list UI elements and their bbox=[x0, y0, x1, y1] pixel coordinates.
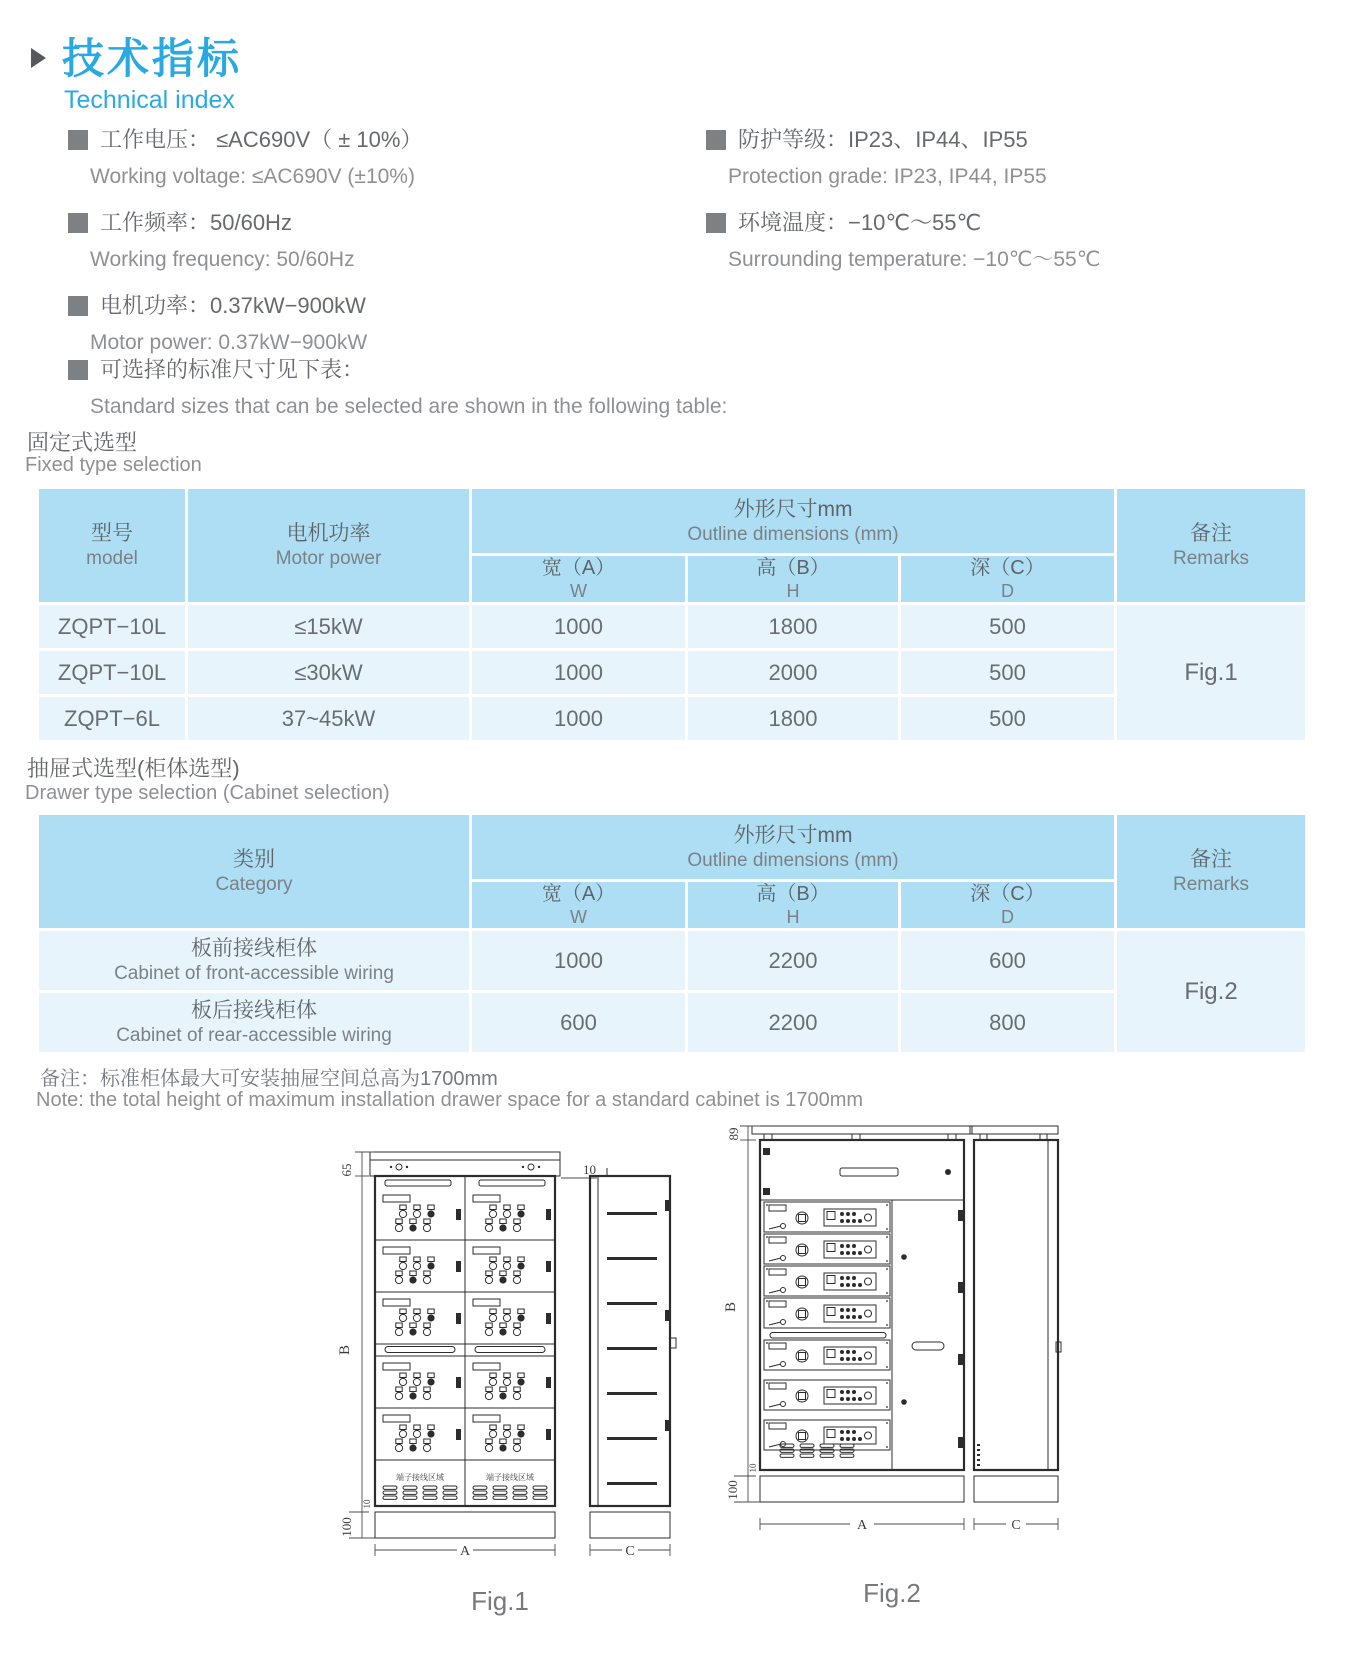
power-cell: 37~45kW bbox=[188, 697, 469, 740]
col-header-outline-dimensions: 外形尺寸mm Outline dimensions (mm) bbox=[472, 815, 1114, 879]
model-cell: ZQPT−6L bbox=[39, 697, 185, 740]
depth-cell: 600 bbox=[901, 931, 1114, 990]
dim-label-A: A bbox=[459, 1544, 471, 1559]
terminal-area-label: 端子接线区域 bbox=[486, 1473, 534, 1482]
spec-item-standard-sizes bbox=[68, 356, 968, 432]
spec-en: Standard sizes that can be selected are shown in the following table: bbox=[90, 395, 728, 418]
dim-label-B: B bbox=[337, 1344, 353, 1356]
depth-cell: 500 bbox=[901, 651, 1114, 694]
col-header-width: 宽（A） W bbox=[472, 882, 685, 928]
col-header-motor-power: 电机功率 Motor power bbox=[188, 489, 469, 602]
spec-zh: 环境温度：−10℃～55℃ bbox=[738, 210, 982, 235]
height-cell: 2000 bbox=[688, 651, 898, 694]
spec-zh: 防护等级：IP23、IP44、IP55 bbox=[738, 127, 1028, 152]
dim-label-A: A bbox=[856, 1518, 868, 1533]
spec-list-right bbox=[706, 126, 1326, 292]
col-header-depth: 深（C） D bbox=[901, 556, 1114, 602]
table-note-en: Note: the total height of maximum installation drawer space for a standard cabinet is 1700mm bbox=[36, 1089, 864, 1111]
power-cell: ≤30kW bbox=[188, 651, 469, 694]
spec-zh: 电机功率：0.37kW−900kW bbox=[100, 293, 366, 318]
col-header-remarks: 备注 Remarks bbox=[1117, 489, 1305, 602]
width-cell: 1000 bbox=[472, 651, 685, 694]
spec-item-motor-power bbox=[68, 292, 688, 355]
spec-en: Surrounding temperature: −10℃～55℃ bbox=[728, 248, 1101, 271]
square-bullet-icon bbox=[68, 213, 88, 233]
spec-item-working-frequency bbox=[68, 209, 688, 272]
table-row bbox=[39, 651, 1305, 694]
col-header-height: 高（B） H bbox=[688, 556, 898, 602]
spec-en: Working voltage: ≤AC690V (±10%) bbox=[90, 165, 415, 188]
table-note-zh: 备注：标准柜体最大可安装抽屉空间总高为1700mm bbox=[40, 1068, 498, 1090]
col-header-model: 型号 model bbox=[39, 489, 185, 602]
col-header-category: 类别 Category bbox=[39, 815, 469, 928]
fig2-side-view bbox=[970, 1126, 1061, 1533]
fixed-table-caption-en: Fixed type selection bbox=[25, 454, 202, 476]
height-cell: 1800 bbox=[688, 605, 898, 648]
depth-cell: 800 bbox=[901, 993, 1114, 1052]
category-cell: 板前接线柜体 Cabinet of front-accessible wiring bbox=[39, 931, 469, 990]
dim-label-C: C bbox=[1011, 1518, 1021, 1533]
table-row bbox=[39, 605, 1305, 648]
spec-en: Motor power: 0.37kW−900kW bbox=[90, 331, 368, 354]
spec-item-protection-grade bbox=[706, 126, 1326, 189]
remark-cell: Fig.2 bbox=[1117, 931, 1305, 1052]
square-bullet-icon bbox=[68, 360, 88, 380]
spec-item-working-voltage bbox=[68, 126, 688, 189]
spec-item-ambient-temperature bbox=[706, 209, 1326, 272]
square-bullet-icon bbox=[706, 213, 726, 233]
drawer-type-table bbox=[36, 812, 1308, 1055]
fixed-type-table bbox=[36, 486, 1308, 743]
col-header-height: 高（B） H bbox=[688, 882, 898, 928]
col-header-depth: 深（C） D bbox=[901, 882, 1114, 928]
power-cell: ≤15kW bbox=[188, 605, 469, 648]
dim-label-10: 10 bbox=[748, 1463, 758, 1473]
drawer-table-caption-zh: 抽屉式选型(柜体选型) bbox=[27, 756, 240, 781]
width-cell: 1000 bbox=[472, 931, 685, 990]
depth-cell: 500 bbox=[901, 605, 1114, 648]
fixed-table-caption-zh: 固定式选型 bbox=[27, 430, 138, 455]
fig2-caption: Fig.2 bbox=[863, 1578, 921, 1608]
remark-cell: Fig.1 bbox=[1117, 605, 1305, 740]
fig1-side-view bbox=[590, 1168, 676, 1559]
col-header-outline-dimensions: 外形尺寸mm Outline dimensions (mm) bbox=[472, 489, 1114, 553]
page-title: 技术指标 bbox=[62, 35, 243, 82]
model-cell: ZQPT−10L bbox=[39, 605, 185, 648]
square-bullet-icon bbox=[68, 296, 88, 316]
spec-zh: 工作频率：50/60Hz bbox=[100, 210, 292, 235]
dim-label-C: C bbox=[625, 1544, 635, 1559]
dim-label-89: 89 bbox=[726, 1127, 741, 1141]
height-cell: 1800 bbox=[688, 697, 898, 740]
dim-label-65: 65 bbox=[339, 1163, 354, 1177]
depth-cell: 500 bbox=[901, 697, 1114, 740]
terminal-area-label: 端子接线区域 bbox=[396, 1473, 444, 1482]
col-header-remarks: 备注 Remarks bbox=[1117, 815, 1305, 928]
height-cell: 2200 bbox=[688, 931, 898, 990]
section-arrow-icon bbox=[31, 48, 46, 68]
dim-label-100: 100 bbox=[725, 1480, 740, 1500]
dim-label-10-top: 10 bbox=[583, 1162, 596, 1177]
fig2-front-view bbox=[752, 1126, 972, 1502]
square-bullet-icon bbox=[706, 130, 726, 150]
fig2-drawing bbox=[722, 1092, 1062, 1562]
spec-zh: 工作电压： ≤AC690V（ ± 10%） bbox=[100, 127, 423, 152]
table-row bbox=[39, 697, 1305, 740]
table-row bbox=[39, 931, 1305, 990]
drawer-table-caption-en: Drawer type selection (Cabinet selection) bbox=[25, 782, 390, 804]
fig1-front-view bbox=[370, 1152, 560, 1538]
category-cell: 板后接线柜体 Cabinet of rear-accessible wiring bbox=[39, 993, 469, 1052]
spec-en: Protection grade: IP23, IP44, IP55 bbox=[728, 165, 1047, 188]
dim-label-B: B bbox=[723, 1301, 739, 1313]
height-cell: 2200 bbox=[688, 993, 898, 1052]
square-bullet-icon bbox=[68, 130, 88, 150]
table-row bbox=[39, 993, 1305, 1052]
col-header-width: 宽（A） W bbox=[472, 556, 685, 602]
fig1-drawing bbox=[335, 1140, 685, 1595]
model-cell: ZQPT−10L bbox=[39, 651, 185, 694]
spec-zh: 可选择的标准尺寸见下表： bbox=[100, 357, 365, 382]
dim-label-10-bottom: 10 bbox=[362, 1499, 372, 1509]
page-subtitle: Technical index bbox=[64, 86, 235, 114]
spec-en: Working frequency: 50/60Hz bbox=[90, 248, 355, 271]
width-cell: 1000 bbox=[472, 605, 685, 648]
width-cell: 1000 bbox=[472, 697, 685, 740]
fig1-caption: Fig.1 bbox=[471, 1586, 529, 1616]
width-cell: 600 bbox=[472, 993, 685, 1052]
dim-label-100: 100 bbox=[339, 1517, 354, 1537]
spec-list-left bbox=[68, 126, 688, 375]
